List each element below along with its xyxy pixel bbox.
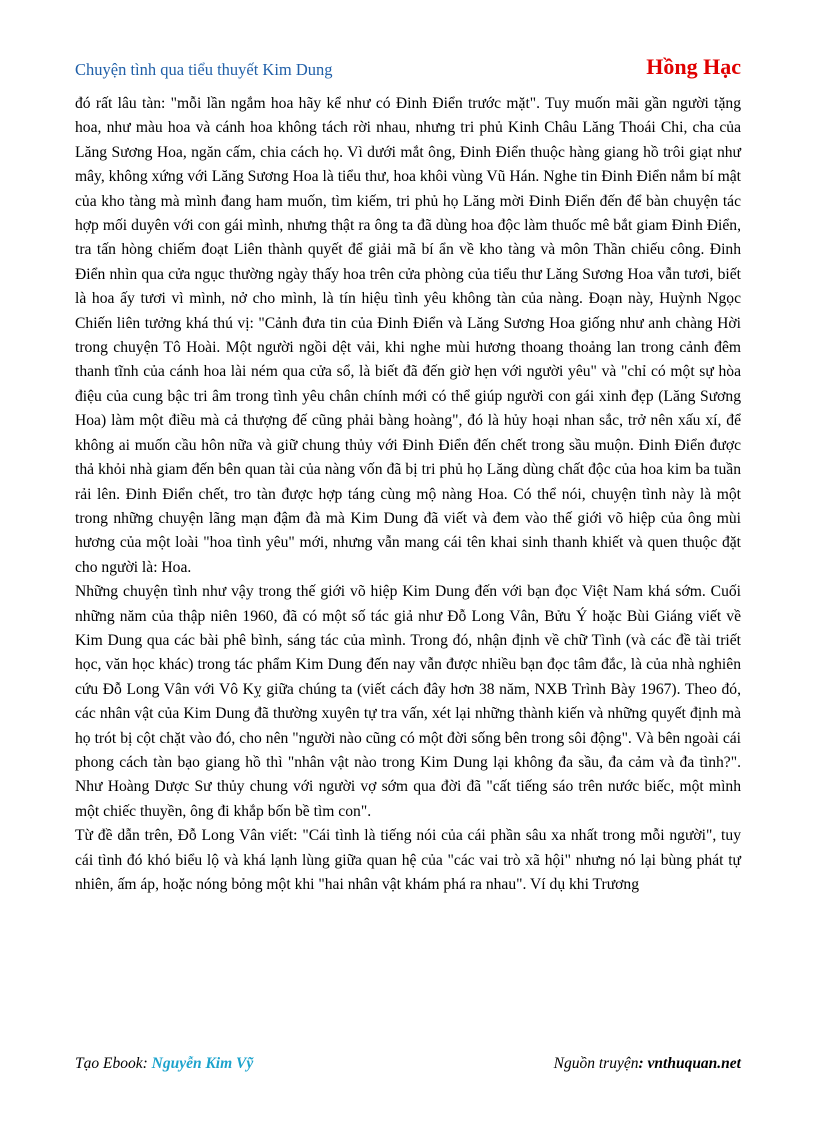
source-site: vnthuquan.net [647, 1055, 741, 1072]
ebook-author: Nguyễn Kim Vỹ [151, 1055, 254, 1072]
ebook-separator: : [142, 1055, 152, 1072]
paragraph: đó rất lâu tàn: "mỗi lần ngắm hoa hãy kể như có Đinh Điển trước mặt". Tuy muốn mãi gần người tặng hoa, như màu hoa và cánh hoa không tách rời nhau, nhưng tri phủ Kinh Châu Lăng Thoái Chi, cha của Lăng Sương Hoa, ngăn cấm, chia cách họ. Vì dưới mắt ông, Đinh Điển thuộc hàng giang hồ trôi giạt như mây, không xứng với Lăng Sương Hoa là tiểu thư, hoa khôi vùng Vũ Hán. Nghe tin Đinh Điển nắm bí mật của kho tàng mà mình đang ham muốn, tìm kiếm, tri phủ họ Lăng mời Đinh Điển đến để bàn chuyện tác hợp mối duyên với con gái mình, nhưng thật ra ông ta đã dùng hoa độc làm thuốc mê bắt giam Đinh Điển, tra tấn hòng chiếm đoạt Liên thành quyết để giải mã bí ẩn về kho tàng và môn Thần chiếu công. Đinh Điển nhìn qua cửa ngục thường ngày thấy hoa trên cửa phòng của tiểu thư Lăng Sương Hoa vẫn tươi, biết là hoa ấy tươi vì mình, nở cho mình, là tín hiệu tình yêu không tàn của nàng. Đoạn này, Huỳnh Ngọc Chiến liên tưởng khá thú vị: "Cảnh đưa tin của Đinh Điển và Lăng Sương Hoa giống như anh chàng Hời trong chuyện Tô Hoài. Một người ngồi dệt vải, khi nghe mùi hương thoang thoảng lan trong cảnh đêm thanh tĩnh của cánh hoa lài ném qua cửa sổ, là biết đã đến giờ hẹn với người yêu" và "chỉ có một sự hòa điệu của cung bậc tri âm trong tình yêu chân chính mới có thể giúp người con gái xinh đẹp (Lăng Sương Hoa) làm một điều mà cả thượng đế cũng phải bàng hoàng", đó là hủy hoại nhan sắc, trở nên xấu xí, để không ai muốn cầu hôn nữa và giữ chung thủy với Đinh Điển đến chết trong sầu muộn. Đinh Điển được thả khỏi nhà giam đến bên quan tài của nàng vốn đã bị tri phủ họ Lăng dùng chất độc của hoa kim ba tuần rải lên. Đinh Điển chết, tro tàn được hợp táng cùng mộ nàng Hoa. Có thể nói, chuyện tình này là một trong những chuyện lãng mạn đậm đà mà Kim Dung đã viết và đem vào thế giới võ hiệp của ông mùi hương của một loài "hoa tình yêu" mới, nhưng vẫn mang cái tên khai sinh thanh khiết và quen thuộc đặt cho người là: Hoa. [75, 95, 741, 576]
brand-label: Hồng Hạc [646, 54, 741, 79]
page-header [75, 46, 741, 80]
source-credit [554, 1055, 741, 1073]
ebook-label: Tạo Ebook [75, 1055, 143, 1072]
document-body [75, 92, 741, 897]
paragraph: Từ đề dẫn trên, Đỗ Long Vân viết: "Cái tình là tiếng nói của cái phần sâu xa nhất trong mỗi người", tuy cái tình đó khó biểu lộ và khá lạnh lùng giữa quan hệ của "các vai trò xã hội" nhưng nó lại bùng phát tự nhiên, ấm áp, hoặc nóng bỏng một khi "hai nhân vật khám phá ra nhau". Ví dụ khi Trương [75, 827, 741, 893]
source-separator: : [638, 1055, 648, 1072]
source-label: Nguồn truyện [553, 1055, 639, 1072]
running-title: Chuyện tình qua tiểu thuyết Kim Dung [75, 60, 333, 79]
page-footer [75, 1055, 741, 1073]
paragraph: Những chuyện tình như vậy trong thế giới võ hiệp Kim Dung đến với bạn đọc Việt Nam khá sớm. Cuối những năm của thập niên 1960, đã có một số tác giả như Đỗ Long Vân, Bửu Ý hoặc Bùi Giáng viết về Kim Dung qua các bài phê bình, sáng tác của mình. Trong đó, nhận định về chữ Tình (và các đề tài triết học, văn học khác) trong tác phẩm Kim Dung đến nay vẫn được nhiều bạn đọc tâm đắc, là của nhà nghiên cứu Đỗ Long Vân với Vô Kỵ giữa chúng ta (viết cách đây hơn 38 năm, NXB Trình Bày 1967). Theo đó, các nhân vật của Kim Dung đã thường xuyên tự tra vấn, xét lại những thành kiến và những quyết định mà họ trót bị cột chặt vào đó, cho nên "người nào cũng có một đời sống bên trong sôi động". Và bên ngoài cái phong cách tàn bạo giang hồ thì "nhân vật nào trong Kim Dung lại không đa sầu, đa cảm và đa tình?". Như Hoàng Dược Sư thủy chung với người vợ sớm qua đời đã "cất tiếng sáo trên nước biếc, một mình một chiếc thuyền, ông đi khắp bốn bề tìm con". [75, 583, 741, 820]
ebook-credit [75, 1055, 253, 1073]
